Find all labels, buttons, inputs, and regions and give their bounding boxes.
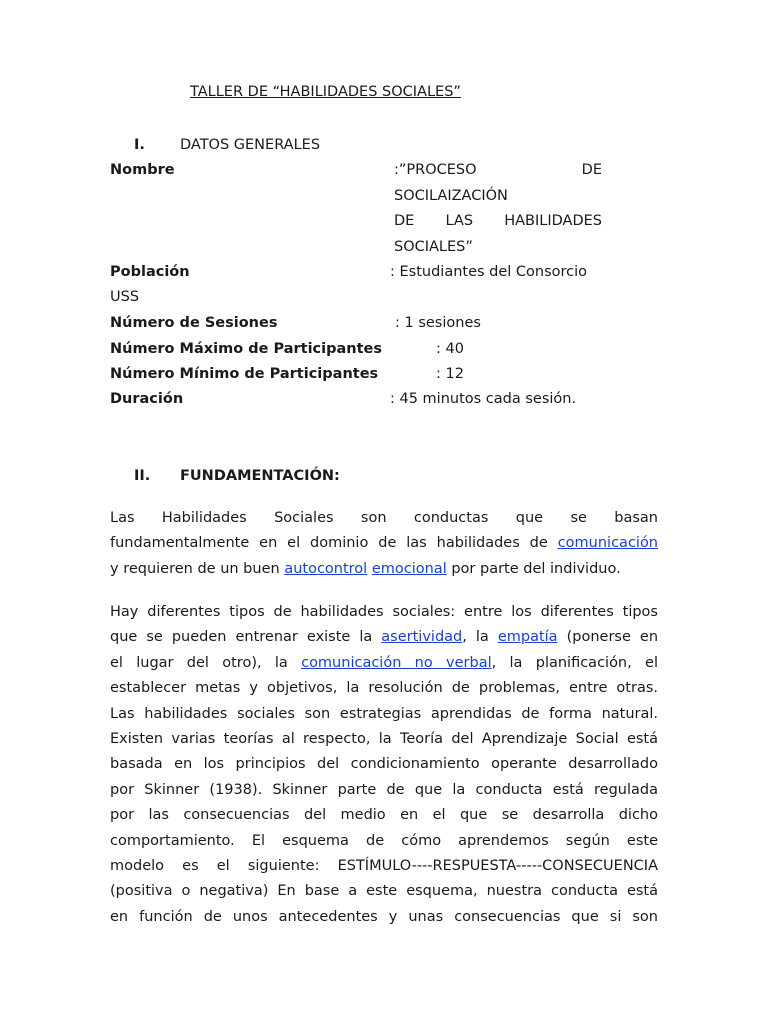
p1-line-2 xyxy=(110,531,658,556)
p2-line-4: establecer metas y objetivos, la resolución de problemas, entre otras. xyxy=(110,680,658,697)
link-asertividad[interactable]: asertividad xyxy=(381,629,463,646)
p2-line-2-text-c: (ponerse en xyxy=(557,629,659,646)
maximo-value: : 40 xyxy=(436,341,464,357)
p2-line-11: modelo es el siguiente: ESTÍMULO----RESPUESTA-----CONSECUENCIA xyxy=(110,857,658,874)
sesiones-value: : 1 sesiones xyxy=(395,315,481,331)
poblacion-value: : Estudiantes del Consorcio xyxy=(390,264,588,280)
nombre-value-line-4: SOCIALES” xyxy=(394,239,473,255)
p2-line-3-text-b: , la planificación, el xyxy=(491,654,658,671)
p1-line-3-text-b: por parte del individuo. xyxy=(446,560,621,577)
p2-line-2-text-b: , la xyxy=(462,629,498,646)
p2-line-3-text-a: el lugar del otro), la xyxy=(110,654,302,671)
minimo-value: : 12 xyxy=(436,366,464,382)
p2-line-7: basada en los principios del condicionamiento operante desarrollado xyxy=(110,756,658,773)
section-1-number: I. xyxy=(134,137,145,153)
link-emocional[interactable]: emocional xyxy=(371,560,447,577)
p2-line-3 xyxy=(110,651,658,676)
minimo-label: Número Mínimo de Participantes xyxy=(110,366,379,382)
p2-line-2 xyxy=(110,625,658,650)
link-empatia[interactable]: empatía xyxy=(497,629,558,646)
p2-line-10: comportamiento. El esquema de cómo aprendemos según este xyxy=(110,832,658,849)
p2-line-5: Las habilidades sociales son estrategias aprendidas de forma natural. xyxy=(110,705,658,722)
sesiones-label: Número de Sesiones xyxy=(110,315,278,331)
p2-line-13: en función de unos antecedentes y unas consecuencias que si son xyxy=(110,908,658,925)
p2-line-12: (positiva o negativa) En base a este esquema, nuestra conducta está xyxy=(110,883,658,900)
duracion-label: Duración xyxy=(110,391,184,407)
p2-line-8: por Skinner (1938). Skinner parte de que la conducta está regulada xyxy=(110,781,658,798)
duracion-value: : 45 minutos cada sesión. xyxy=(390,391,577,407)
p1-line-1: Las Habilidades Sociales son conductas que se basan xyxy=(110,510,658,526)
nombre-label: Nombre xyxy=(110,162,175,178)
p1-line-3 xyxy=(110,557,658,582)
p2-line-9: por las consecuencias del medio en el que se desarrolla dicho xyxy=(110,807,658,824)
poblacion-label: Población xyxy=(110,264,190,280)
paragraph-2 xyxy=(110,600,658,930)
section-2-title: FUNDAMENTACIÓN: xyxy=(180,468,340,484)
link-autocontrol[interactable]: autocontrol xyxy=(284,560,368,577)
section-1-title: DATOS GENERALES xyxy=(180,137,321,153)
p2-line-2-text-a: que se pueden entrenar existe la xyxy=(110,629,382,646)
link-comunicacion-no-verbal[interactable]: comunicación no verbal xyxy=(301,654,492,671)
poblacion-value-wrap: USS xyxy=(110,289,140,305)
nombre-value-line-3: DE LAS HABILIDADES xyxy=(394,213,602,229)
paragraph-1 xyxy=(110,506,658,582)
link-comunicacion[interactable]: comunicación xyxy=(557,535,658,552)
section-2-number: II. xyxy=(134,468,151,484)
p2-line-1: Hay diferentes tipos de habilidades sociales: entre los diferentes tipos xyxy=(110,604,658,620)
p1-line-2-text: fundamentalmente en el dominio de las habilidades de xyxy=(110,535,558,552)
nombre-value-line-2: SOCILAIZACIÓN xyxy=(394,188,508,204)
maximo-label: Número Máximo de Participantes xyxy=(110,341,383,357)
document-title: TALLER DE “HABILIDADES SOCIALES” xyxy=(190,84,461,100)
nombre-value-line-1: :”PROCESO DE xyxy=(394,162,602,178)
p2-line-6: Existen varias teorías al respecto, la Teoría del Aprendizaje Social está xyxy=(110,730,658,747)
p1-line-3-text-a: y requieren de un buen xyxy=(110,560,285,577)
